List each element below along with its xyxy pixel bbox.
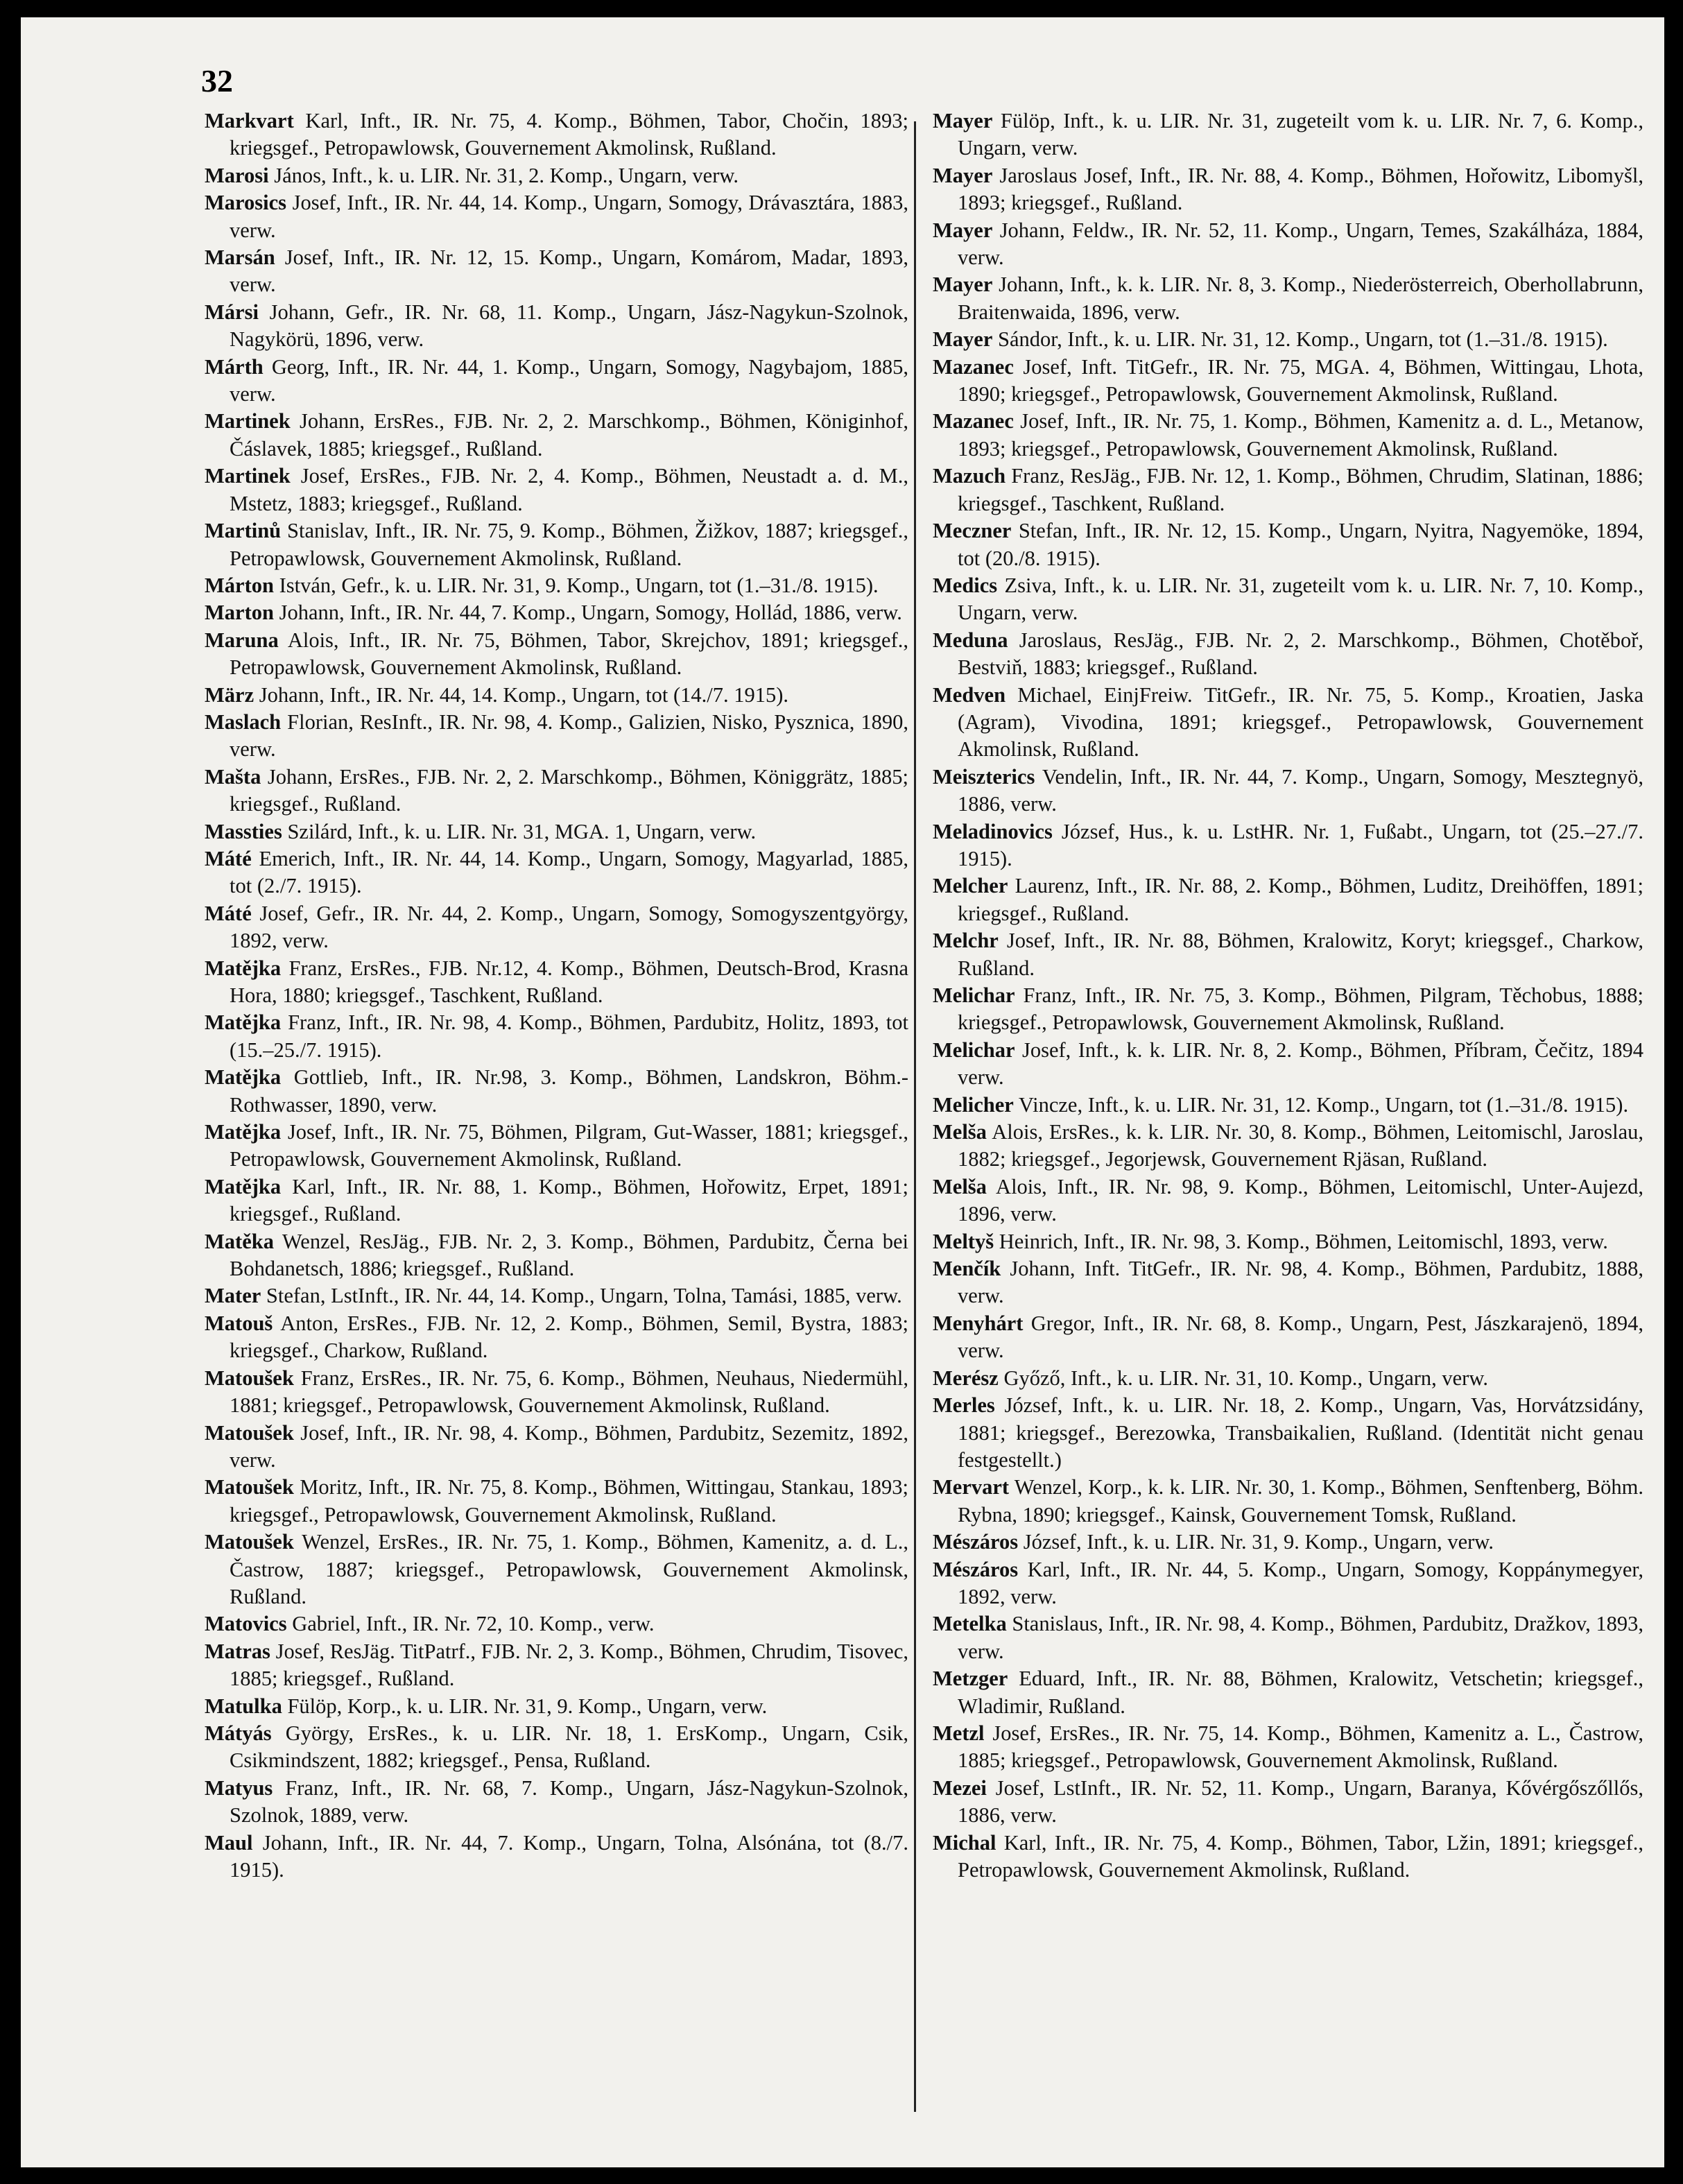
- entry: [933, 1310, 1643, 1365]
- entry-details: Johann, Inft., k. k. LIR. Nr. 8, 3. Komp., Niederösterreich, Oberhollabrunn, Braitenwaida, 1896, verw.: [958, 273, 1643, 324]
- entry-surname: Melicher: [933, 1092, 1014, 1117]
- entry-surname: Massties: [205, 819, 282, 843]
- entry: [205, 818, 908, 845]
- entry-surname: Mazanec: [933, 409, 1014, 433]
- entry: [205, 1310, 908, 1365]
- entry-details: Szilárd, Inft., k. u. LIR. Nr. 31, MGA. 1, Ungarn, verw.: [282, 819, 757, 843]
- entry: [205, 1064, 908, 1119]
- entry: [933, 818, 1643, 873]
- entry-details: Georg, Inft., IR. Nr. 44, 1. Komp., Ungarn, Somogy, Nagybajom, 1885, verw.: [230, 354, 908, 406]
- entry-surname: Mészáros: [933, 1530, 1019, 1554]
- entry: [933, 1665, 1643, 1720]
- entry-surname: Matoušek: [205, 1366, 294, 1390]
- entry: [205, 1529, 908, 1610]
- entry: [933, 1830, 1643, 1884]
- entry-surname: Marosi: [205, 163, 269, 187]
- column-divider: [914, 121, 916, 2112]
- entry-details: Karl, Inft., IR. Nr. 75, 4. Komp., Böhmen, Tabor, Lžin, 1891; kriegsgef., Petropawlowsk, Gouvernement Akmolinsk, Rußland.: [958, 1830, 1643, 1882]
- entry: [933, 1556, 1643, 1611]
- entry: [933, 682, 1643, 764]
- entry-details: Eduard, Inft., IR. Nr. 88, Böhmen, Kralowitz, Vetschetin; kriegsgef., Wladimir, Rußland.: [958, 1667, 1643, 1718]
- entry-details: Josef, LstInft., IR. Nr. 52, 11. Komp., Ungarn, Baranya, Kővérgőszőllős, 1886, verw.: [958, 1775, 1643, 1828]
- entry-surname: Matějka: [205, 1065, 282, 1090]
- entry-details: Stefan, LstInft., IR. Nr. 44, 14. Komp., Ungarn, Tolna, Tamási, 1885, verw.: [261, 1284, 902, 1308]
- entry: [205, 627, 908, 682]
- entry: [933, 162, 1643, 217]
- entry-surname: Marton: [205, 601, 274, 625]
- entry: [933, 572, 1643, 627]
- entry: [205, 1365, 908, 1420]
- entry-surname: Matulka: [205, 1694, 282, 1718]
- entry: [205, 599, 908, 626]
- entry-details: Laurenz, Inft., IR. Nr. 88, 2. Komp., Böhmen, Luditz, Dreihöffen, 1891; kriegsgef., Rußland.: [958, 874, 1643, 925]
- entry-details: Michael, EinjFreiw. TitGefr., IR. Nr. 75, 5. Komp., Kroatien, Jaska (Agram), Vivodina, 1891; kriegsgef., Petropawlowsk, Gouvernement Akmolinsk, Rußland.: [958, 682, 1643, 762]
- right-column: [933, 108, 1643, 1884]
- entry-details: Alois, ErsRes., k. k. LIR. Nr. 30, 8. Komp., Böhmen, Leitomischl, Jaroslau, 1882; kriegsgef., Jegorjewsk, Gouvernement Rjäsan, Rußland.: [958, 1120, 1643, 1171]
- entry: [205, 1830, 908, 1884]
- entry-surname: Meduna: [933, 628, 1008, 652]
- entry-details: Gabriel, Inft., IR. Nr. 72, 10. Komp., verw.: [286, 1612, 655, 1636]
- entry-surname: Menčík: [933, 1257, 1001, 1281]
- entry: [933, 1610, 1643, 1665]
- entry: [933, 982, 1643, 1037]
- entry-details: Vendelin, Inft., IR. Nr. 44, 7. Komp., Ungarn, Somogy, Mesztegnyö, 1886, verw.: [958, 764, 1643, 816]
- entry-details: György, ErsRes., k. u. LIR. Nr. 18, 1. ErsKomp., Ungarn, Csik, Csikmindszent, 1882; kriegsgef., Pensa, Rußland.: [230, 1721, 908, 1773]
- entry-details: Jaroslaus Josef, Inft., IR. Nr. 88, 4. Komp., Böhmen, Hořowitz, Libomyšl, 1893; kriegsgef., Rußland.: [958, 163, 1643, 215]
- entry-surname: Máté: [205, 901, 252, 925]
- entry-surname: Merles: [933, 1393, 995, 1418]
- entry: [205, 845, 908, 900]
- entry-surname: Matoušek: [205, 1530, 294, 1554]
- entry: [205, 108, 908, 162]
- entry-surname: Matovics: [205, 1612, 287, 1636]
- entry-surname: Medven: [933, 682, 1006, 707]
- entry-details: Franz, Inft., IR. Nr. 75, 3. Komp., Böhmen, Pilgram, Těchobus, 1888; kriegsgef., Petropawlowsk, Gouvernement Akmolinsk, Rußland.: [958, 983, 1643, 1035]
- entry-surname: Márth: [205, 354, 264, 379]
- entry-surname: Matějka: [205, 956, 282, 980]
- entry-surname: Meladinovics: [933, 819, 1053, 843]
- entry-surname: Meltyš: [933, 1229, 994, 1253]
- entry-details: Wenzel, ResJäg., FJB. Nr. 2, 3. Komp., Böhmen, Pardubitz, Černa bei Bohdanetsch, 1886; kriegsgef., Rußland.: [230, 1229, 908, 1281]
- entry-details: Josef, Inft., IR. Nr. 75, 1. Komp., Böhmen, Kamenitz a. d. L., Metanow, 1893; kriegsgef., Petropawlowsk, Gouvernement Akmolinsk, Rußland.: [958, 409, 1643, 461]
- entry-surname: Menyhárt: [933, 1311, 1024, 1335]
- entry: [933, 354, 1643, 409]
- entry: [933, 408, 1643, 463]
- entry-details: Johann, Feldw., IR. Nr. 52, 11. Komp., Ungarn, Temes, Szakálháza, 1884, verw.: [958, 218, 1643, 270]
- entry-surname: Maslach: [205, 710, 282, 734]
- entry-surname: Mašta: [205, 764, 261, 789]
- entry: [933, 627, 1643, 682]
- entry-details: József, Inft., k. u. LIR. Nr. 31, 9. Komp., Ungarn, verw.: [1018, 1530, 1494, 1554]
- left-column: [205, 108, 908, 1884]
- entry: [205, 764, 908, 818]
- entry-surname: Martinek: [205, 464, 291, 488]
- entry: [205, 1610, 908, 1637]
- entry-details: Josef, Inft., IR. Nr. 88, Böhmen, Kralowitz, Koryt; kriegsgef., Charkow, Rußland.: [958, 929, 1643, 980]
- entry-details: Josef, ErsRes., IR. Nr. 75, 14. Komp., Böhmen, Kamenitz a. L., Častrow, 1885; kriegsgef., Petropawlowsk, Gouvernement Akmolinsk, Rußland.: [958, 1721, 1643, 1773]
- entry-details: Franz, ErsRes., FJB. Nr.12, 4. Komp., Böhmen, Deutsch-Brod, Krasna Hora, 1880; kriegsgef., Taschkent, Rußland.: [230, 956, 908, 1007]
- entry-surname: Melchr: [933, 929, 999, 953]
- entry: [205, 1775, 908, 1830]
- entry-surname: Matějka: [205, 1174, 282, 1198]
- entry: [933, 1392, 1643, 1474]
- entry-surname: Melša: [933, 1120, 987, 1144]
- entry-details: Johann, ErsRes., FJB. Nr. 2, 2. Marschkomp., Böhmen, Königinhof, Čáslavek, 1885; kriegsgef., Rußland.: [230, 409, 908, 461]
- entry: [205, 517, 908, 572]
- entry-details: Josef, Inft. TitGefr., IR. Nr. 75, MGA. 4, Böhmen, Wittingau, Lhota, 1890; kriegsgef., Petropawlowsk, Gouvernement Akmolinsk, Rußland.: [958, 354, 1643, 406]
- page-number: 32: [201, 63, 233, 98]
- entry: [933, 1529, 1643, 1556]
- entry-surname: Máté: [205, 846, 252, 870]
- entry-surname: Márton: [205, 573, 274, 597]
- entry-details: Sándor, Inft., k. u. LIR. Nr. 31, 12. Komp., Ungarn, tot (1.–31./8. 1915).: [992, 327, 1608, 352]
- entry-details: Johann, Inft. TitGefr., IR. Nr. 98, 4. Komp., Böhmen, Pardubitz, 1888, verw.: [958, 1257, 1643, 1308]
- entry: [205, 162, 908, 189]
- entry: [933, 463, 1643, 517]
- entry: [933, 517, 1643, 572]
- entry-details: József, Hus., k. u. LstHR. Nr. 1, Fußabt., Ungarn, tot (25.–27./7. 1915).: [958, 819, 1643, 870]
- entry-surname: Marosics: [205, 191, 287, 215]
- entry-details: Josef, Inft., IR. Nr. 75, Böhmen, Pilgram, Gut-Wasser, 1881; kriegsgef., Petropawlowsk, Gouvernement Akmolinsk, Rußland.: [230, 1120, 908, 1171]
- entry-surname: Mészáros: [933, 1557, 1019, 1581]
- entry-details: Stanislaus, Inft., IR. Nr. 98, 4. Komp., Böhmen, Pardubitz, Dražkov, 1893, verw.: [958, 1612, 1643, 1663]
- entry-details: Jaroslaus, ResJäg., FJB. Nr. 2, 2. Marschkomp., Böhmen, Chotěboř, Bestviň, 1883; kriegsgef., Rußland.: [958, 628, 1643, 680]
- entry: [205, 1173, 908, 1228]
- entry-details: Josef, Inft., IR. Nr. 98, 4. Komp., Böhmen, Pardubitz, Sezemitz, 1892, verw.: [230, 1420, 908, 1472]
- entry: [933, 217, 1643, 272]
- entry: [205, 709, 908, 764]
- entry-surname: Mater: [205, 1284, 261, 1308]
- entry-surname: Metzl: [933, 1721, 985, 1745]
- entry-details: István, Gefr., k. u. LIR. Nr. 31, 9. Komp., Ungarn, tot (1.–31./8. 1915).: [273, 573, 879, 597]
- entry-surname: Matras: [205, 1639, 270, 1663]
- entry-details: Anton, ErsRes., FJB. Nr. 12, 2. Komp., Böhmen, Semil, Bystra, 1883; kriegsgef., Charkow, Rußland.: [230, 1311, 908, 1363]
- entry-details: József, Inft., k. u. LIR. Nr. 18, 2. Komp., Ungarn, Vas, Horvátzsidány, 1881; kriegsgef., Berezowka, Transbaikalien, Rußland. (Identität nicht genau festgestellt.): [958, 1393, 1643, 1472]
- entry-surname: Melša: [933, 1174, 987, 1198]
- entry-details: Johann, Inft., IR. Nr. 44, 14. Komp., Ungarn, tot (14./7. 1915).: [254, 682, 789, 707]
- entry: [933, 764, 1643, 818]
- entry: [205, 299, 908, 354]
- entry-surname: Matouš: [205, 1311, 273, 1335]
- entry: [205, 1119, 908, 1173]
- entry: [205, 244, 908, 299]
- entry: [205, 354, 908, 409]
- entry-surname: Martinek: [205, 409, 291, 433]
- entry: [205, 408, 908, 463]
- entry-surname: Melichar: [933, 1038, 1015, 1062]
- entry: [933, 1037, 1643, 1092]
- entry-details: Karl, Inft., IR. Nr. 44, 5. Komp., Ungarn, Somogy, Koppánymegyer, 1892, verw.: [958, 1557, 1643, 1608]
- entry-details: Alois, Inft., IR. Nr. 75, Böhmen, Tabor, Skrejchov, 1891; kriegsgef., Petropawlowsk, Gouvernement Akmolinsk, Rußland.: [230, 628, 908, 680]
- entry-details: Josef, Inft., IR. Nr. 44, 14. Komp., Ungarn, Somogy, Drávasztára, 1883, verw.: [230, 191, 908, 242]
- entry-surname: Matoušek: [205, 1475, 294, 1499]
- entry-surname: Michal: [933, 1830, 996, 1855]
- entry-details: Heinrich, Inft., IR. Nr. 98, 3. Komp., Böhmen, Leitomischl, 1893, verw.: [994, 1229, 1608, 1253]
- entry-details: Franz, Inft., IR. Nr. 98, 4. Komp., Böhmen, Pardubitz, Holitz, 1893, tot (15.–25./7. 1915).: [230, 1011, 908, 1062]
- entry-details: Franz, Inft., IR. Nr. 68, 7. Komp., Ungarn, Jász-Nagykun-Szolnok, Szolnok, 1889, verw.: [230, 1775, 908, 1828]
- entry-details: János, Inft., k. u. LIR. Nr. 31, 2. Komp., Ungarn, verw.: [268, 163, 739, 187]
- entry-details: Josef, Inft., k. k. LIR. Nr. 8, 2. Komp., Böhmen, Příbram, Čečitz, 1894 verw.: [958, 1038, 1643, 1090]
- entry: [933, 1255, 1643, 1310]
- entry: [933, 326, 1643, 353]
- entry-surname: Melichar: [933, 983, 1015, 1007]
- entry-details: Stefan, Inft., IR. Nr. 12, 15. Komp., Ungarn, Nyitra, Nagyemöke, 1894, tot (20./8. 1915).: [958, 519, 1643, 570]
- entry-details: Alois, Inft., IR. Nr. 98, 9. Komp., Böhmen, Leitomischl, Unter-Aujezd, 1896, verw.: [958, 1174, 1643, 1226]
- entry-details: Emerich, Inft., IR. Nr. 44, 14. Komp., Ungarn, Somogy, Magyarlad, 1885, tot (2./7. 1915).: [230, 846, 908, 898]
- entry-surname: Mazuch: [933, 464, 1006, 488]
- entry-details: Franz, ErsRes., IR. Nr. 75, 6. Komp., Böhmen, Neuhaus, Niedermühl, 1881; kriegsgef., Petropawlowsk, Gouvernement Akmolinsk, Rußland.: [230, 1366, 908, 1418]
- entry-surname: Merész: [933, 1366, 999, 1390]
- entry-surname: Metzger: [933, 1667, 1008, 1691]
- entry-details: Wenzel, ErsRes., IR. Nr. 75, 1. Komp., Böhmen, Kamenitz, a. d. L., Častrow, 1887; kriegsgef., Petropawlowsk, Gouvernement Akmolinsk, Rußland.: [230, 1530, 908, 1608]
- entry-surname: Meczner: [933, 519, 1012, 543]
- entry: [205, 463, 908, 517]
- entry: [205, 572, 908, 599]
- entry-details: Josef, ResJäg. TitPatrf., FJB. Nr. 2, 3. Komp., Böhmen, Chrudim, Tisovec, 1885; kriegsgef., Rußland.: [230, 1639, 908, 1691]
- entry: [205, 1420, 908, 1474]
- entry: [205, 189, 908, 244]
- entry-surname: Metelka: [933, 1612, 1007, 1636]
- entry-details: Gregor, Inft., IR. Nr. 68, 8. Komp., Ungarn, Pest, Jászkarajenö, 1894, verw.: [958, 1311, 1643, 1363]
- entry-surname: Martinů: [205, 519, 282, 543]
- entry-surname: Mátyás: [205, 1721, 272, 1745]
- entry: [933, 1365, 1643, 1392]
- entry-surname: Maruna: [205, 628, 279, 652]
- entry-surname: Mervart: [933, 1475, 1010, 1499]
- entry: [205, 1282, 908, 1309]
- document-page: [21, 17, 1664, 2167]
- entry-details: Wenzel, Korp., k. k. LIR. Nr. 30, 1. Komp., Böhmen, Senftenberg, Böhm. Rybna, 1890; kriegsgef., Kainsk, Gouvernement Tomsk, Rußland.: [958, 1475, 1643, 1527]
- entry-details: Karl, Inft., IR. Nr. 75, 4. Komp., Böhmen, Tabor, Chočin, 1893; kriegsgef., Petropawlowsk, Gouvernement Akmolinsk, Rußland.: [230, 109, 908, 160]
- entry: [933, 872, 1643, 927]
- entry-surname: Matěka: [205, 1229, 274, 1253]
- entry-surname: März: [205, 682, 254, 707]
- entry: [205, 1474, 908, 1529]
- entry-details: Stanislav, Inft., IR. Nr. 75, 9. Komp., Böhmen, Žižkov, 1887; kriegsgef., Petropawlowsk, Gouvernement Akmolinsk, Rußland.: [230, 519, 908, 570]
- entry-surname: Markvart: [205, 109, 294, 132]
- entry: [205, 1009, 908, 1064]
- entry-details: Moritz, Inft., IR. Nr. 75, 8. Komp., Böhmen, Wittingau, Stankau, 1893; kriegsgef., Petropawlowsk, Gouvernement Akmolinsk, Rußland.: [230, 1475, 908, 1527]
- entry-surname: Matějka: [205, 1120, 282, 1144]
- entry-surname: Mezei: [933, 1775, 987, 1800]
- entry-surname: Marsán: [205, 246, 275, 270]
- entry-details: Karl, Inft., IR. Nr. 88, 1. Komp., Böhmen, Hořowitz, Erpet, 1891; kriegsgef., Rußland.: [230, 1174, 908, 1226]
- entry: [933, 1228, 1643, 1255]
- entry-surname: Medics: [933, 573, 998, 597]
- entry-details: Florian, ResInft., IR. Nr. 98, 4. Komp., Galizien, Nisko, Pysznica, 1890, verw.: [230, 710, 908, 762]
- entry-surname: Meiszterics: [933, 764, 1035, 789]
- entry-details: Zsiva, Inft., k. u. LIR. Nr. 31, zugeteilt vom k. u. LIR. Nr. 7, 10. Komp., Ungarn, verw.: [958, 573, 1643, 625]
- entry: [933, 1119, 1643, 1173]
- entry: [933, 1092, 1643, 1119]
- entry-details: Johann, Inft., IR. Nr. 44, 7. Komp., Ungarn, Tolna, Alsónána, tot (8./7. 1915).: [230, 1830, 908, 1882]
- entry-details: Fülöp, Inft., k. u. LIR. Nr. 31, zugeteilt vom k. u. LIR. Nr. 7, 6. Komp., Ungarn, verw.: [958, 109, 1643, 160]
- entry-surname: Mayer: [933, 218, 993, 242]
- entry: [205, 1228, 908, 1283]
- entry-details: Franz, ResJäg., FJB. Nr. 12, 1. Komp., Böhmen, Chrudim, Slatinan, 1886; kriegsgef., Taschkent, Rußland.: [958, 464, 1643, 515]
- entry-surname: Matyus: [205, 1775, 273, 1800]
- entry-surname: Mársi: [205, 300, 259, 324]
- entry-surname: Mayer: [933, 109, 993, 132]
- entry: [933, 108, 1643, 162]
- entry: [205, 955, 908, 1010]
- entry: [205, 1720, 908, 1775]
- entry: [933, 271, 1643, 326]
- entry-details: Josef, Inft., IR. Nr. 12, 15. Komp., Ungarn, Komárom, Madar, 1893, verw.: [230, 246, 908, 297]
- entry-surname: Mazanec: [933, 354, 1014, 379]
- entry-surname: Matoušek: [205, 1420, 294, 1445]
- entry-details: Johann, ErsRes., FJB. Nr. 2, 2. Marschkomp., Böhmen, Königgrätz, 1885; kriegsgef., Rußland.: [230, 764, 908, 816]
- entry-details: Josef, ErsRes., FJB. Nr. 2, 4. Komp., Böhmen, Neustadt a. d. M., Mstetz, 1883; kriegsgef., Rußland.: [230, 464, 908, 515]
- entry-details: Johann, Inft., IR. Nr. 44, 7. Komp., Ungarn, Somogy, Hollád, 1886, verw.: [273, 601, 902, 625]
- entry: [205, 900, 908, 955]
- entry-details: Johann, Gefr., IR. Nr. 68, 11. Komp., Ungarn, Jász-Nagykun-Szolnok, Nagykörü, 1896, verw.: [230, 300, 908, 352]
- entry: [205, 682, 908, 709]
- entry-details: Fülöp, Korp., k. u. LIR. Nr. 31, 9. Komp., Ungarn, verw.: [282, 1694, 768, 1718]
- entry: [933, 1173, 1643, 1228]
- entry: [205, 1693, 908, 1720]
- entry: [933, 927, 1643, 982]
- entry-surname: Melcher: [933, 874, 1008, 898]
- entry-surname: Mayer: [933, 163, 993, 187]
- entry-details: Győző, Inft., k. u. LIR. Nr. 31, 10. Komp., Ungarn, verw.: [998, 1366, 1489, 1390]
- entry-surname: Maul: [205, 1830, 253, 1855]
- entry-details: Josef, Gefr., IR. Nr. 44, 2. Komp., Ungarn, Somogy, Somogyszentgyörgy, 1892, verw.: [230, 901, 908, 953]
- entry: [933, 1775, 1643, 1830]
- entry-surname: Mayer: [933, 273, 993, 297]
- entry: [933, 1474, 1643, 1529]
- entry: [933, 1720, 1643, 1775]
- entry-details: Gottlieb, Inft., IR. Nr.98, 3. Komp., Böhmen, Landskron, Böhm.-Rothwasser, 1890, verw.: [230, 1065, 908, 1117]
- entry-surname: Matějka: [205, 1011, 282, 1035]
- entry: [205, 1638, 908, 1693]
- entry-details: Vincze, Inft., k. u. LIR. Nr. 31, 12. Komp., Ungarn, tot (1.–31./8. 1915).: [1013, 1092, 1629, 1117]
- entry-surname: Mayer: [933, 327, 993, 352]
